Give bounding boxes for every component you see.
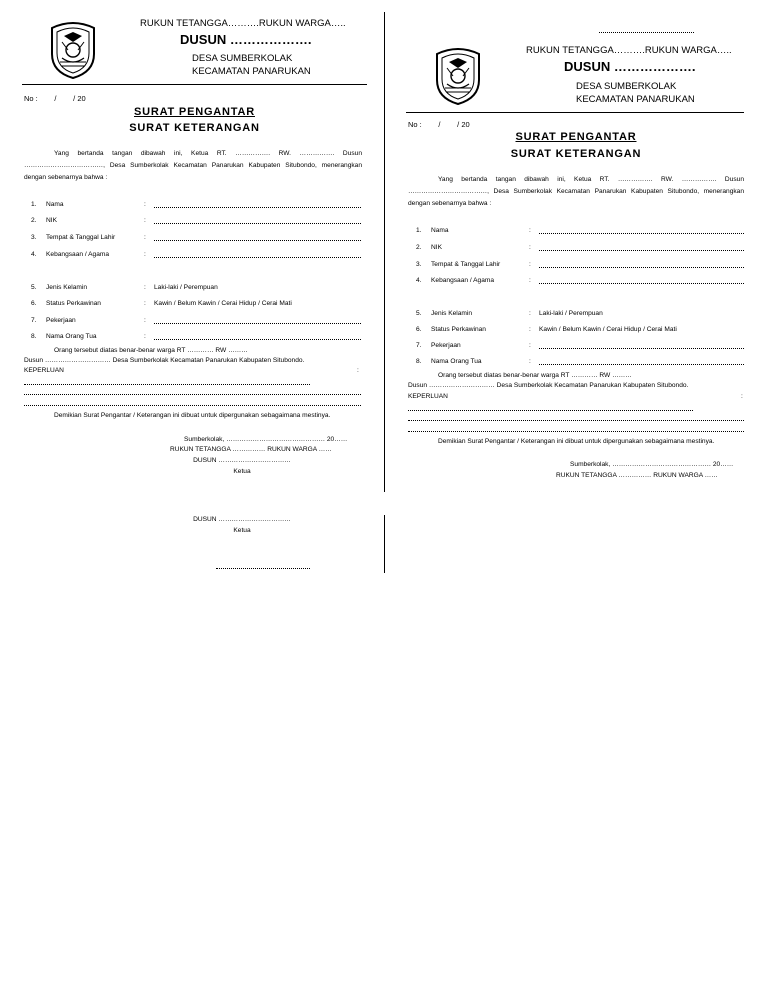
left-form: [22, 0, 367, 580]
field-number: 6.: [416, 326, 422, 333]
field-label: Jenis Kelamin: [46, 284, 88, 291]
field-label: Nama: [431, 227, 449, 234]
keperluan-colon: :: [741, 393, 743, 400]
keperluan-label: KEPERLUAN: [408, 393, 448, 400]
right-form: [406, 0, 751, 500]
field-label: Tempat & Tanggal Lahir: [431, 261, 501, 268]
field-row: 7. Pekerjaan :: [31, 312, 361, 324]
closing-paragraph: Demikian Surat Pengantar / Keterangan ini dibuat untuk dipergunakan sebagaimana mestinya.: [54, 412, 331, 419]
field-blank[interactable]: [154, 200, 361, 208]
keperluan-colon: :: [357, 367, 359, 374]
field-row: 8. Nama Orang Tua :: [31, 328, 361, 340]
regency-emblem-icon: [48, 20, 98, 80]
dusun-statement: Dusun ………………………… Desa Sumberkolak Kecamatan Panarukan Kabupaten Situbondo.: [24, 357, 305, 364]
header-rule: [22, 84, 367, 85]
header-rule: [406, 112, 744, 113]
sign-dusun-lower: DUSUN ……………………………: [193, 516, 291, 523]
field-blank[interactable]: [154, 216, 361, 224]
field-value: Laki-laki / Perempuan: [539, 310, 603, 317]
header-desa: DESA SUMBERKOLAK: [192, 53, 293, 64]
field-row: 6. Status Perkawinan : Kawin / Belum Kawin / Cerai Hidup / Cerai Mati: [31, 295, 361, 307]
separator-line-bottom: [384, 515, 385, 573]
keperluan-line[interactable]: [24, 384, 310, 385]
title-surat-keterangan: SURAT KETERANGAN: [129, 122, 260, 134]
header-kecamatan: KECAMATAN PANARUKAN: [192, 66, 311, 77]
field-number: 8.: [31, 333, 37, 340]
field-number: 2.: [416, 244, 422, 251]
title-surat-keterangan: SURAT KETERANGAN: [510, 148, 642, 160]
field-label: Nama Orang Tua: [431, 358, 482, 365]
field-row: 8. Nama Orang Tua :: [416, 353, 744, 365]
place-date: Sumberkolak, ……………………………………… 20……: [184, 436, 348, 443]
field-value: Kawin / Belum Kawin / Cerai Hidup / Cerai Mati: [154, 300, 292, 307]
field-number: 3.: [416, 261, 422, 268]
field-row: 5. Jenis Kelamin : Laki-laki / Perempuan: [416, 305, 744, 317]
field-row: 4. Kebangsaan / Agama :: [416, 272, 744, 284]
field-row: 2. NIK :: [416, 239, 744, 251]
field-number: 6.: [31, 300, 37, 307]
title-surat-pengantar: SURAT PENGANTAR: [134, 106, 255, 118]
header-rt-rw: RUKUN TETANGGA……….RUKUN WARGA…..: [526, 45, 732, 56]
sign-ketua-lower: Ketua: [233, 527, 251, 534]
field-number: 1.: [416, 227, 422, 234]
field-number: 5.: [31, 284, 37, 291]
warga-statement: Orang tersebut diatas benar-benar warga RT ………… RW ………: [54, 347, 248, 354]
field-row: 7. Pekerjaan :: [416, 337, 744, 349]
field-label: Jenis Kelamin: [431, 310, 473, 317]
keperluan-line[interactable]: [408, 410, 693, 411]
keperluan-line[interactable]: [408, 420, 744, 421]
field-row: 5. Jenis Kelamin : Laki-laki / Perempuan: [31, 279, 361, 291]
header-kecamatan: KECAMATAN PANARUKAN: [576, 94, 695, 105]
field-row: 3. Tempat & Tanggal Lahir :: [31, 229, 361, 241]
rt-rw-sign-label: RUKUN TETANGGA …………… RUKUN WARGA ……: [170, 446, 332, 453]
field-row: 4. Kebangsaan / Agama :: [31, 246, 361, 258]
field-blank[interactable]: [539, 357, 744, 365]
header-dusun: DUSUN ……………….: [180, 32, 312, 47]
keperluan-line[interactable]: [408, 431, 744, 432]
field-label: Kebangsaan / Agama: [431, 277, 495, 284]
field-row: 1. Nama :: [416, 222, 744, 234]
header-dusun: DUSUN ……………….: [564, 59, 696, 74]
field-value: Laki-laki / Perempuan: [154, 284, 218, 291]
field-number: 5.: [416, 310, 422, 317]
field-label: NIK: [46, 217, 57, 224]
closing-paragraph: Demikian Surat Pengantar / Keterangan ini dibuat untuk dipergunakan sebagaimana mestinya.: [438, 438, 715, 445]
field-number: 7.: [31, 317, 37, 324]
field-blank[interactable]: [154, 250, 361, 258]
field-blank[interactable]: [539, 226, 744, 234]
regency-emblem-icon: [433, 46, 483, 106]
field-label: Status Perkawinan: [46, 300, 101, 307]
field-number: 1.: [31, 201, 37, 208]
field-blank[interactable]: [154, 332, 361, 340]
keperluan-line[interactable]: [24, 405, 361, 406]
field-blank[interactable]: [539, 243, 744, 251]
field-label: Pekerjaan: [46, 317, 76, 324]
separator-line-top: [384, 12, 385, 492]
field-number: 2.: [31, 217, 37, 224]
field-blank[interactable]: [539, 260, 744, 268]
sign-dusun: DUSUN ……………………………: [193, 457, 291, 464]
warga-statement: Orang tersebut diatas benar-benar warga RT ………… RW ………: [438, 372, 632, 379]
field-label: Kebangsaan / Agama: [46, 251, 110, 258]
keperluan-label: KEPERLUAN: [24, 367, 64, 374]
field-label: Tempat & Tanggal Lahir: [46, 234, 116, 241]
field-label: Nama Orang Tua: [46, 333, 97, 340]
keperluan-line[interactable]: [24, 394, 361, 395]
sign-ketua: Ketua: [233, 468, 251, 475]
field-number: 7.: [416, 342, 422, 349]
field-number: 4.: [416, 277, 422, 284]
field-label: Status Perkawinan: [431, 326, 486, 333]
field-label: Nama: [46, 201, 64, 208]
field-label: NIK: [431, 244, 442, 251]
field-row: 3. Tempat & Tanggal Lahir :: [416, 256, 744, 268]
place-date: Sumberkolak, ……………………………………… 20……: [570, 461, 734, 468]
field-label: Pekerjaan: [431, 342, 461, 349]
field-value: Kawin / Belum Kawin / Cerai Hidup / Cerai Mati: [539, 326, 677, 333]
field-number: 3.: [31, 234, 37, 241]
letter-number: No : / / 20: [24, 94, 86, 103]
field-blank[interactable]: [154, 316, 361, 324]
field-number: 4.: [31, 251, 37, 258]
field-row: 6. Status Perkawinan : Kawin / Belum Kawin / Cerai Hidup / Cerai Mati: [416, 321, 744, 333]
top-dotted-line[interactable]: [599, 32, 694, 33]
intro-paragraph: Yang bertanda tangan dibawah ini, Ketua RT. ……………. RW. ……………. Dusun ………………………………, Desa Sumberkolak Kecamatan Panarukan Kabupaten Situbondo, menerangkan dengan sebenarnya bahwa :: [408, 176, 744, 207]
field-number: 8.: [416, 358, 422, 365]
header-desa: DESA SUMBERKOLAK: [576, 81, 677, 92]
letter-number: No : / / 20: [408, 120, 470, 129]
intro-paragraph: Yang bertanda tangan dibawah ini, Ketua RT. ……………. RW. ……………. Dusun ………………………………, Desa Sumberkolak Kecamatan Panarukan Kabupaten Situbondo, menerangkan dengan sebenarnya bahwa :: [24, 150, 362, 181]
title-surat-pengantar: SURAT PENGANTAR: [515, 131, 637, 143]
rt-rw-sign-label: RUKUN TETANGGA …………… RUKUN WARGA ……: [556, 472, 718, 479]
signature-line[interactable]: [216, 568, 310, 569]
field-row: 1. Nama :: [31, 196, 361, 208]
dusun-statement: Dusun ………………………… Desa Sumberkolak Kecamatan Panarukan Kabupaten Situbondo.: [408, 382, 689, 389]
field-row: 2. NIK :: [31, 212, 361, 224]
header-rt-rw: RUKUN TETANGGA……….RUKUN WARGA…..: [140, 18, 346, 29]
field-blank[interactable]: [539, 276, 744, 284]
field-blank[interactable]: [154, 233, 361, 241]
field-blank[interactable]: [539, 341, 744, 349]
